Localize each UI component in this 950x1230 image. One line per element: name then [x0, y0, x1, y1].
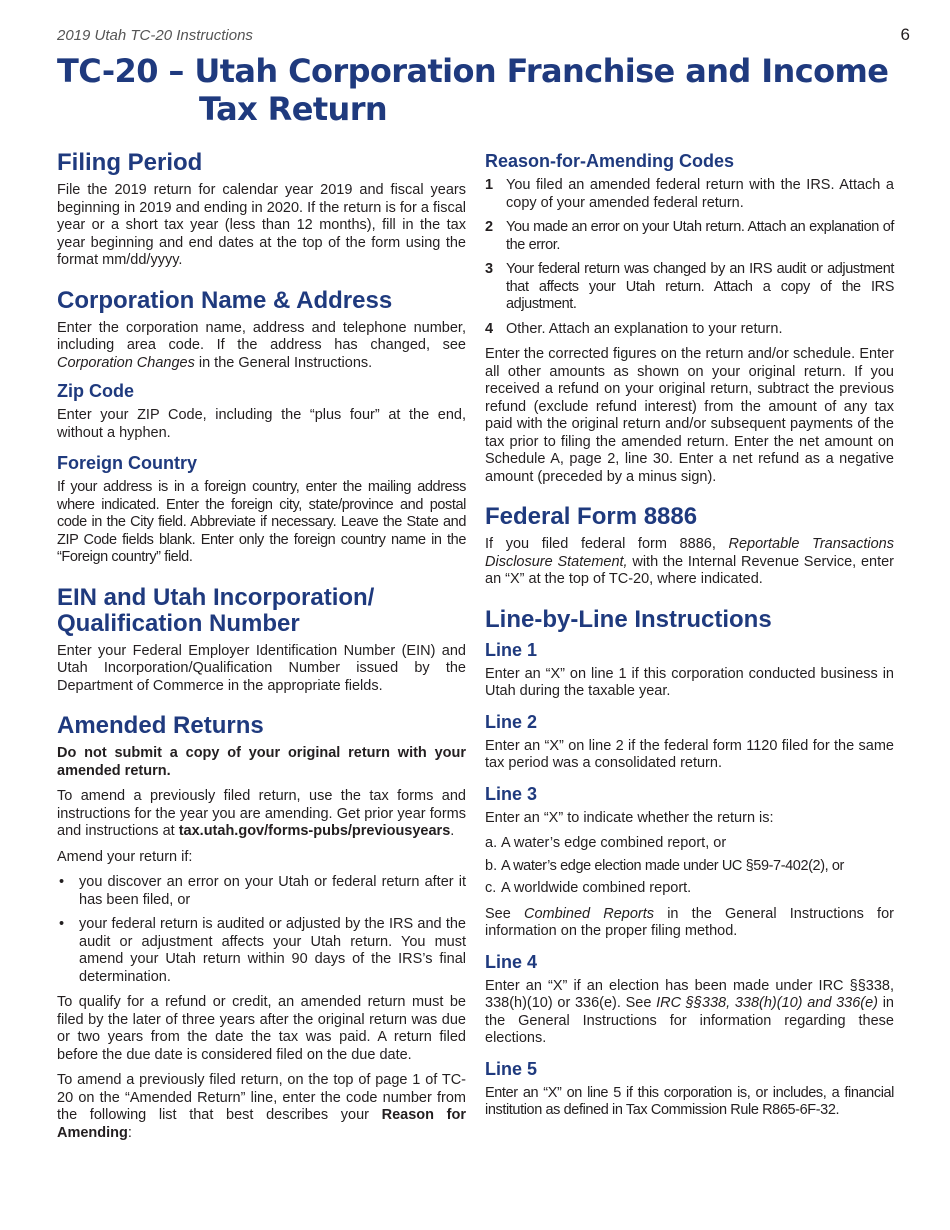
- form-8886-text: [485, 536, 894, 589]
- code-number: 2: [485, 219, 494, 235]
- line-3-see-part: See: [485, 905, 524, 922]
- reason-codes-list: [485, 177, 894, 338]
- code-text: Your federal return was changed by an IRS audit or adjustment that affects your Utah return. Attach a copy of the IRS adjustment.: [506, 261, 894, 312]
- ein-heading-line-1: EIN and Utah Incorporation/: [57, 583, 375, 611]
- list-item-text: your federal return is audited or adjusted by the IRS and the audit or adjustment affects your Utah return. You must amend your Utah return within 90 days of the IRS’s final determination.: [79, 916, 466, 985]
- option-text: A water’s edge election made under UC §59-7-402(2), or: [501, 857, 844, 874]
- form-8886-section: [485, 504, 894, 589]
- running-header: 2019 Utah TC-20 Instructions: [57, 27, 253, 44]
- list-item: [485, 858, 894, 876]
- return-type-list: [485, 835, 894, 898]
- page-title-line-1: TC-20 – Utah Corporation Franchise and Income: [57, 52, 889, 90]
- reason-for-amending-term: Reason for Amending: [57, 1107, 466, 1141]
- zip-code-text: Enter your ZIP Code, including the “plus four” at the end, without a hyphen.: [57, 407, 466, 441]
- amended-returns-forms-text: [57, 788, 466, 841]
- code-number: 4: [485, 320, 494, 337]
- amended-returns-section: [57, 713, 466, 1142]
- line-4-text-end: in the General Instructions for information regarding these elections.: [485, 995, 894, 1046]
- line-2-subsection: [485, 711, 894, 773]
- amended-forms-text-part: To amend a previously filed return, use the tax forms and instructions for the year you are amending. Get prior year forms and instructions at: [57, 788, 466, 839]
- form-8886-text-end: with the Internal Revenue Service, enter an “X” at the top of TC-20, where indicated.: [485, 553, 895, 587]
- refund-deadline-text: To qualify for a refund or credit, an amended return must be filed by the later of three years after the original return was due or two years from the date the tax was paid. A return filed before the due date is considered filed on the due date.: [57, 994, 466, 1063]
- code-number: 3: [485, 261, 494, 277]
- filing-period-section: [57, 150, 466, 270]
- list-item: [485, 880, 894, 898]
- code-text: You made an error on your Utah return. Attach an explanation of the error.: [506, 219, 894, 253]
- zip-code-heading: Zip Code: [57, 381, 134, 401]
- previous-years-link[interactable]: tax.utah.gov/forms-pubs/previousyears: [178, 823, 451, 839]
- amended-returns-note: [57, 745, 466, 780]
- list-item: [57, 916, 466, 986]
- filing-period-heading: Filing Period: [57, 149, 203, 176]
- combined-reports-reference: Combined Reports: [523, 905, 655, 922]
- line-2-text: Enter an “X” on line 2 if the federal form 1120 filed for the same tax period was a consolidated return.: [485, 737, 894, 771]
- line-1-text: Enter an “X” on line 1 if this corporation conducted business in Utah during the taxable year.: [485, 665, 894, 699]
- corporation-name-text-part: Enter the corporation name, address and telephone number, including area code. If the address has changed, see: [57, 319, 466, 353]
- amend-if-text: Amend your return if:: [57, 848, 193, 865]
- amend-if-list: [57, 874, 466, 986]
- list-item: [485, 219, 894, 254]
- ein-heading: [57, 585, 466, 637]
- foreign-country-heading: Foreign Country: [57, 453, 197, 473]
- form-8886-text-part: If you filed federal form 8886,: [485, 536, 729, 552]
- option-text: A water’s edge combined report, or: [501, 835, 727, 851]
- line-5-text: Enter an “X” on line 5 if this corporation is, or includes, a financial institution as defined in Tax Commission Rule R865-6F-32.: [485, 1084, 894, 1118]
- left-column: [57, 150, 466, 1150]
- option-letter: a.: [485, 835, 498, 851]
- ein-text: Enter your Federal Employer Identification Number (EIN) and Utah Incorporation/Qualification Number issued by the Department of Commerce in the appropriate fields.: [57, 642, 466, 694]
- irc-reference: IRC §§338, 338(h)(10) and 336(e): [656, 995, 879, 1011]
- code-text: Other. Attach an explanation to your return.: [506, 320, 783, 337]
- list-item: [485, 261, 894, 314]
- page-title-line-2: Tax Return: [199, 90, 388, 128]
- bullet-icon: •: [59, 916, 65, 932]
- right-column: [485, 150, 894, 1130]
- reason-codes-heading: Reason-for-Amending Codes: [485, 151, 735, 171]
- page-title: [57, 52, 917, 128]
- line-4-text: [485, 978, 894, 1048]
- corporation-name-text: [57, 320, 466, 373]
- bullet-icon: •: [59, 874, 65, 890]
- list-item: [57, 874, 466, 909]
- option-letter: b.: [485, 857, 498, 874]
- page-number: 6: [900, 25, 910, 44]
- zip-code-subsection: [57, 380, 466, 442]
- corporation-changes-reference: Corporation Changes: [57, 354, 195, 371]
- line-4-heading: Line 4: [485, 951, 538, 972]
- ein-section: [57, 585, 466, 696]
- amended-code-text-end: :: [127, 1124, 132, 1141]
- corporation-name-heading: Corporation Name & Address: [57, 286, 393, 314]
- line-by-line-section: [485, 607, 894, 1120]
- filing-period-text: File the 2019 return for calendar year 2019 and fiscal years beginning in 2019 and ending in 2020. If the return is for a fiscal year or a short tax year (less than 12 months), fill in the tax year beginning and end dates at the top of the form using the format mm/dd/yyyy.: [57, 182, 466, 268]
- line-3-intro: Enter an “X” to indicate whether the return is:: [485, 809, 774, 826]
- line-4-text-part: Enter an “X” if an election has been made under IRC §§338, 338(h)(10) or 336(e). See: [485, 977, 894, 1011]
- reason-codes-section: [485, 150, 894, 486]
- code-text: You filed an amended federal return with the IRS. Attach a copy of your amended federal return.: [506, 177, 894, 211]
- foreign-country-text: If your address is in a foreign country, enter the mailing address where indicated. Enter the foreign city, state/province and postal code in the City field. Abbreviate if necessary. Leave the State and ZIP Code fields blank. Enter only the foreign country name in the “Foreign country” field.: [57, 479, 466, 565]
- amended-code-text: [57, 1072, 466, 1142]
- code-number: 1: [485, 177, 494, 193]
- line-1-subsection: [485, 639, 894, 701]
- amended-returns-bold-note: Do not submit a copy of your original return with your amended return.: [57, 745, 466, 779]
- option-text: A worldwide combined report.: [501, 880, 692, 896]
- list-item: [485, 177, 894, 212]
- form-8886-title-reference: Reportable Transactions Disclosure Statement,: [485, 536, 894, 570]
- amended-code-text-part: To amend a previously filed return, on the top of page 1 of TC-20 on the “Amended Return” line, enter the code number from the following list that best describes your: [57, 1072, 466, 1123]
- line-2-heading: Line 2: [485, 711, 538, 732]
- list-item: [485, 321, 894, 339]
- line-3-heading: Line 3: [485, 783, 538, 804]
- line-5-heading: Line 5: [485, 1058, 538, 1079]
- corporation-name-section: [57, 288, 466, 567]
- amended-returns-heading: Amended Returns: [57, 712, 264, 739]
- line-5-subsection: [485, 1058, 894, 1120]
- option-letter: c.: [485, 880, 497, 896]
- list-item-text: you discover an error on your Utah or federal return after it has been filed, or: [79, 874, 466, 908]
- foreign-country-subsection: [57, 452, 466, 567]
- ein-heading-line-2: Qualification Number: [57, 609, 300, 637]
- line-by-line-heading: Line-by-Line Instructions: [485, 605, 772, 633]
- line-4-subsection: [485, 951, 894, 1048]
- line-3-see-end: in the General Instructions for information on the proper filing method.: [485, 905, 894, 939]
- amended-forms-text-end: .: [450, 823, 455, 839]
- list-item: [485, 835, 894, 853]
- corrected-figures-text: Enter the corrected figures on the return and/or schedule. Enter all other amounts as shown on your original return. If you received a refund on your original return, subtract the previous refund (exclude refund interest) from the amount of any tax paid with the original return and/or subsequent payments of the tax prior to filing the amended return. Enter the net amount on Schedule A, page 2, line 30. Enter a net refund as a negative amount (preceded by a minus sign).: [485, 346, 894, 485]
- form-8886-heading: Federal Form 8886: [485, 503, 698, 530]
- corporation-name-text-end: in the General Instructions.: [194, 354, 373, 371]
- line-3-see-text: [485, 906, 894, 941]
- line-1-heading: Line 1: [485, 639, 538, 660]
- line-3-subsection: [485, 783, 894, 941]
